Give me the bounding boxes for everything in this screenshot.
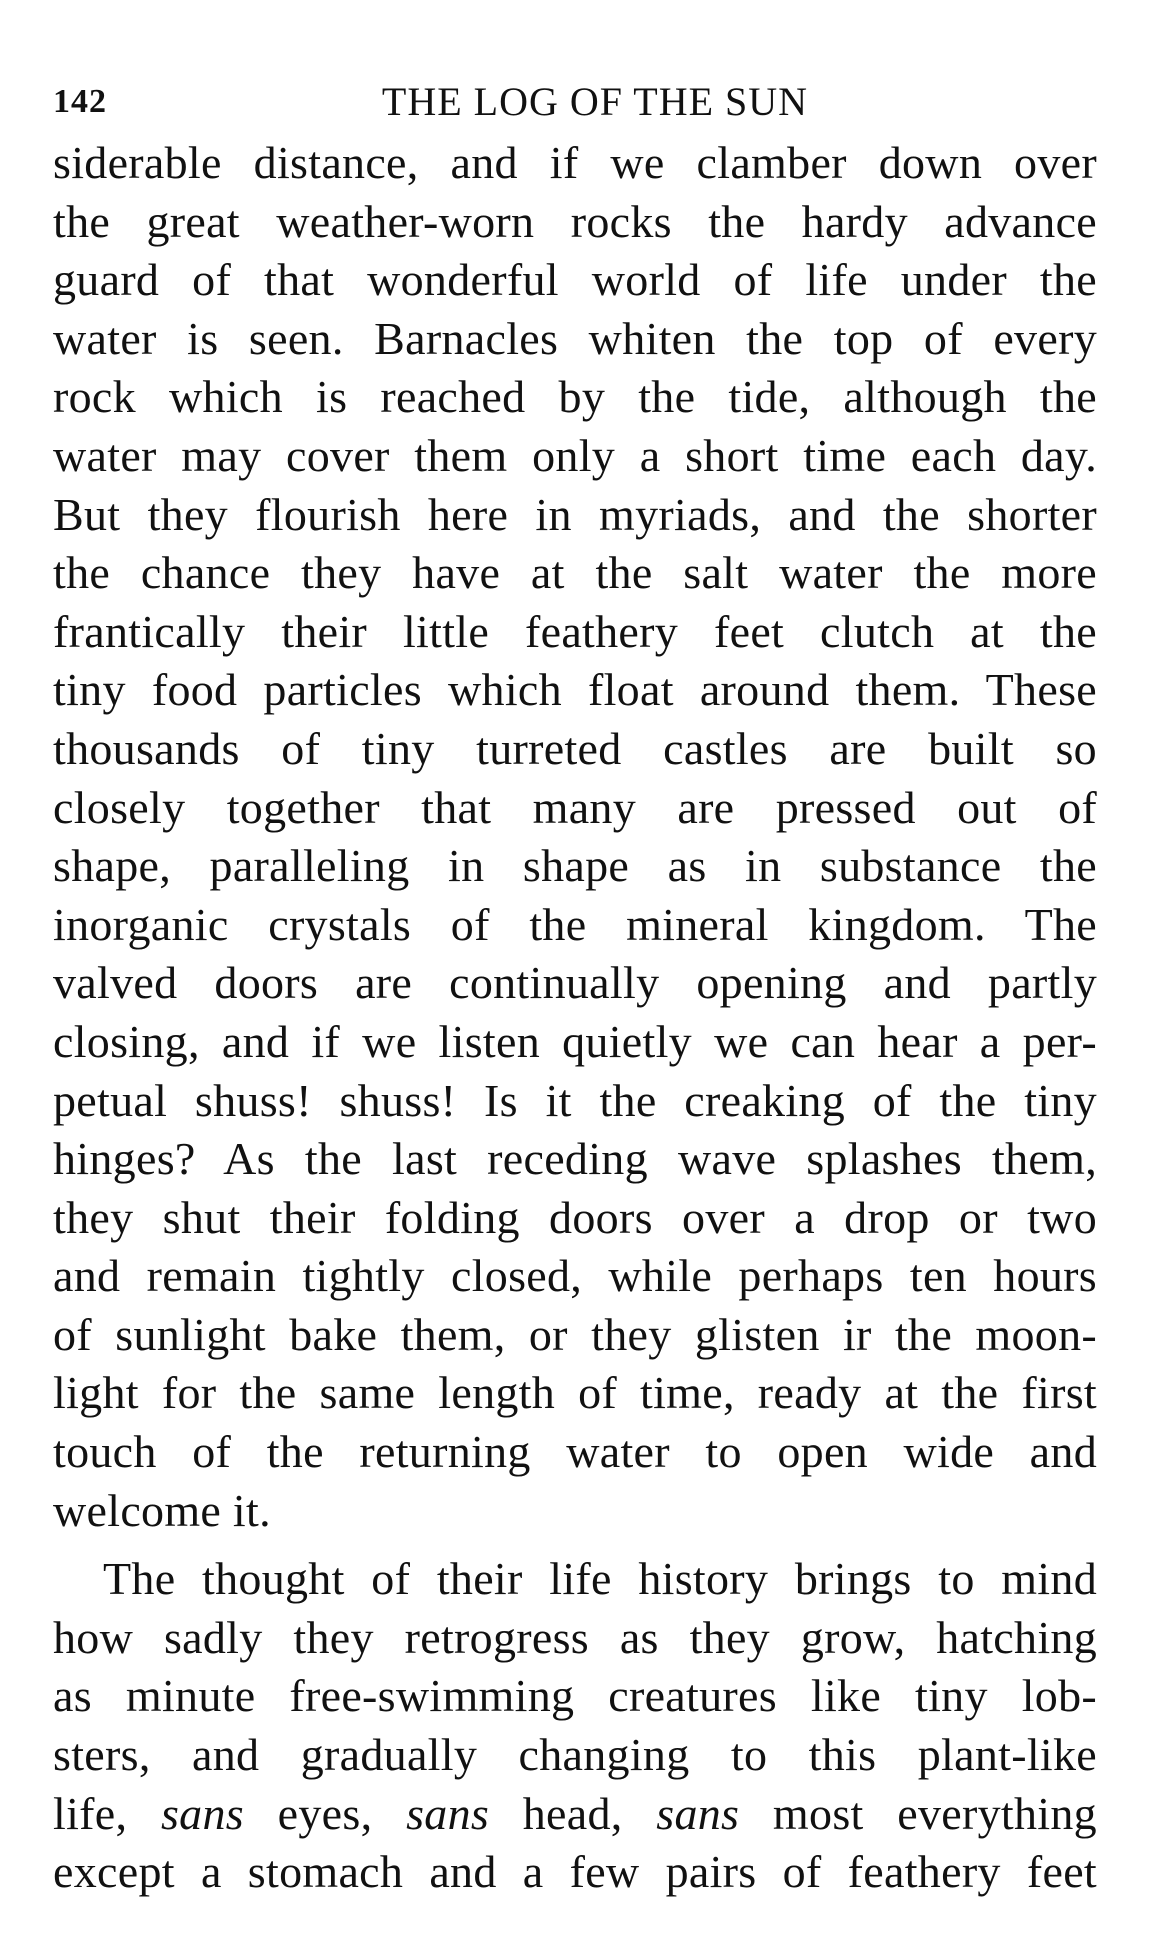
text-line: valved doors are continually opening and partly [53,957,1097,1009]
text-run: eyes, [243,1787,407,1839]
text-line: the chance they have at the salt water the more [53,547,1097,599]
text-line: except a stomach and a few pairs of feathery feet [53,1846,1097,1898]
paragraph-1 [53,134,1097,1540]
text-line: water is seen. Barnacles whiten the top of every [53,312,1097,364]
text-run: life, [53,1787,161,1839]
text-line: tiny food particles which float around them. These [53,664,1097,716]
text-line: the great weather-worn rocks the hardy advance [53,195,1097,247]
text-line: siderable distance, and if we clamber down over [53,137,1097,188]
text-line: of sunlight bake them, or they glisten ir the moon- [53,1308,1097,1360]
text-line: rock which is reached by the tide, although the [53,371,1097,423]
text-line: thousands of tiny turreted castles are built so [53,722,1097,774]
text-run: most everything [739,1787,1097,1839]
text-line: petual shuss! shuss! Is it the creaking of the tiny [53,1074,1097,1126]
text-line: shape, paralleling in shape as in substance the [53,840,1097,892]
text-line: they shut their folding doors over a drop or two [53,1191,1097,1243]
text-line-with-italics [53,1785,1097,1844]
paragraph-2 [53,1550,1097,1902]
running-head [53,72,1097,132]
text-line: water may cover them only a short time each day. [53,429,1097,481]
text-line: and remain tightly closed, while perhaps ten hours [53,1250,1097,1302]
body-text [53,134,1097,1902]
text-line: as minute free-swimming creatures like tiny lob- [53,1670,1097,1722]
text-line: sters, and gradually changing to this plant-like [53,1729,1097,1781]
italic-word: sans [406,1787,490,1839]
running-title: THE LOG OF THE SUN [381,79,809,124]
text-line: welcome it. [53,1484,271,1536]
text-line: frantically their little feathery feet clutch at the [53,605,1097,657]
text-line: touch of the returning water to open wide and [53,1426,1097,1478]
paragraph-gap [53,1540,1097,1550]
text-line: how sadly they retrogress as they grow, hatching [53,1611,1097,1663]
text-line: inorganic crystals of the mineral kingdom. The [53,898,1097,950]
italic-word: sans [656,1787,740,1839]
text-run: head, [489,1787,657,1839]
text-line: But they flourish here in myriads, and the shorter [53,488,1097,540]
text-line: The thought of their life history brings to mind [103,1553,1097,1605]
book-page [53,72,1097,1902]
text-line: light for the same length of time, ready at the first [53,1367,1097,1419]
text-line: hinges? As the last receding wave splashes them, [53,1133,1097,1185]
text-line: guard of that wonderful world of life under the [53,254,1097,306]
text-line: closely together that many are pressed out of [53,781,1097,833]
page-number: 142 [53,83,107,120]
italic-word: sans [160,1787,244,1839]
text-line: closing, and if we listen quietly we can hear a per- [53,1015,1097,1067]
